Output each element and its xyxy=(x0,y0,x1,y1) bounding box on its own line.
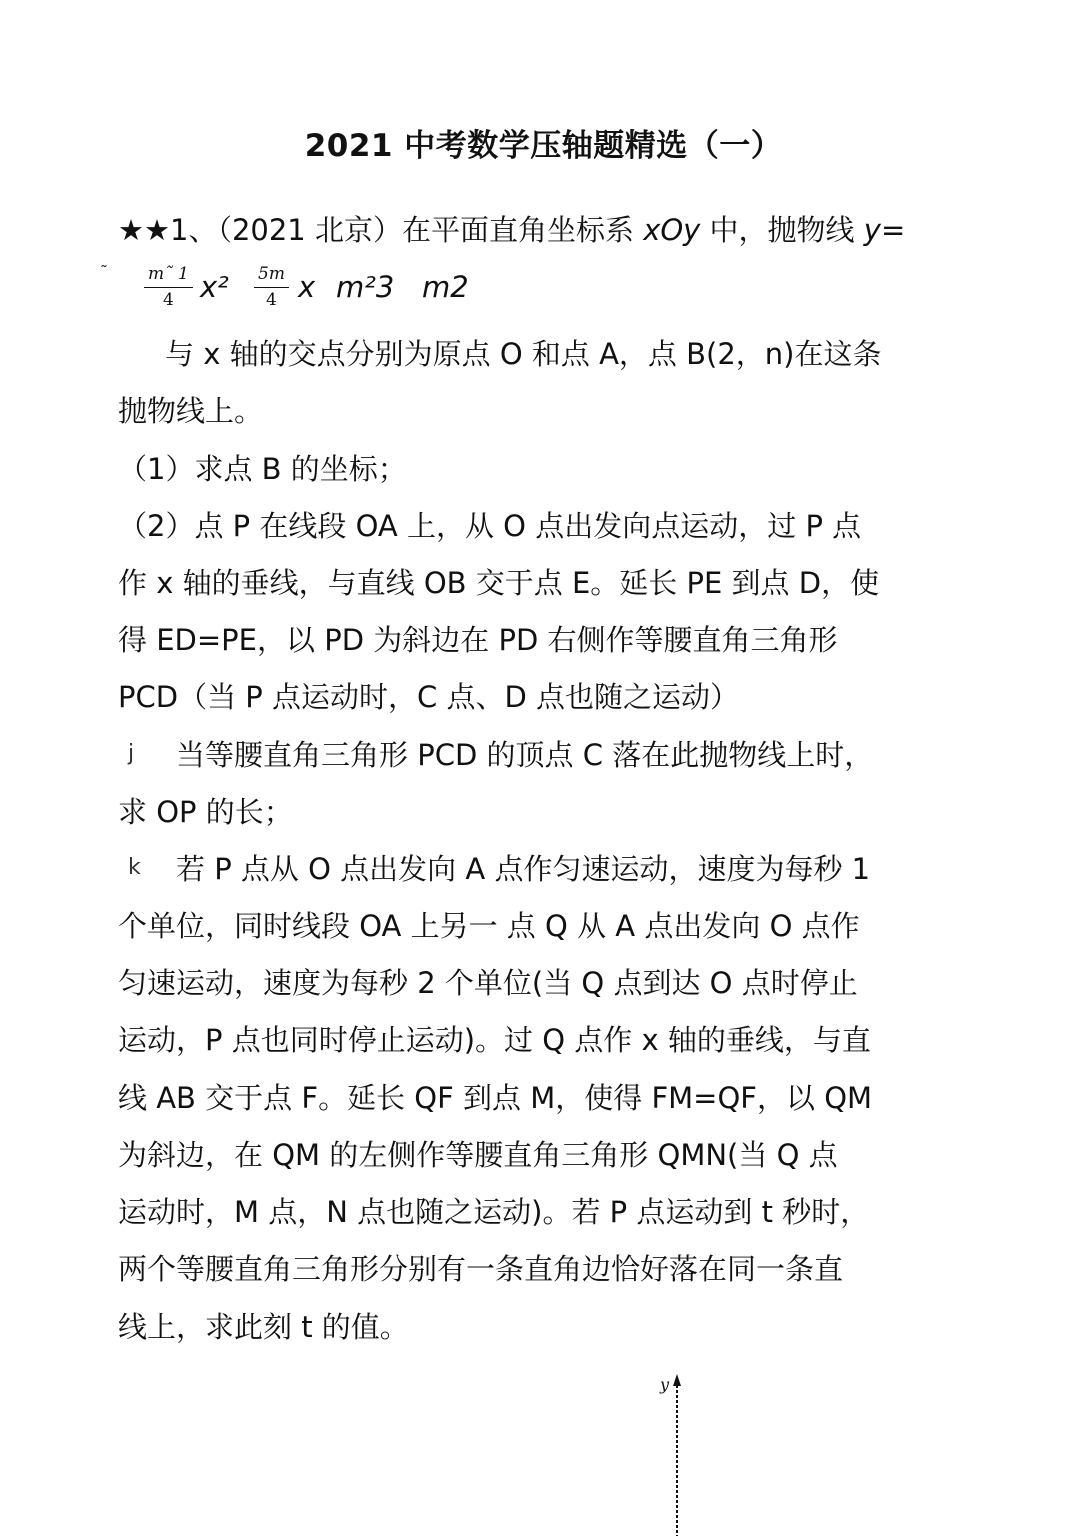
sub-question-i-line-2: 求 OP 的长； xyxy=(118,795,293,829)
fraction-1 xyxy=(144,264,193,310)
coordinate-figure xyxy=(640,1368,720,1536)
question-1: （1）求点 B 的坐标； xyxy=(118,452,407,486)
problem-stem-line-2: 与 x 轴的交点分别为原点 O 和点 A，点 B(2，n)在这条 xyxy=(165,337,882,371)
sub-question-ii-line-8: 两个等腰直角三角形分别有一条直角边恰好落在同一条直 xyxy=(118,1252,844,1286)
sub-question-ii-line-5: 线 AB 交于点 F。延长 QF 到点 M，使得 FM=QF，以 QM xyxy=(118,1081,873,1115)
question-2-line-1: （2）点 P 在线段 OA 上，从 O 点出发向点运动，过 P 点 xyxy=(118,509,862,543)
sub-question-ii-marker: k xyxy=(128,855,141,880)
fraction-1-numerator: m˜ 1 xyxy=(144,264,193,288)
stem-mid: 中，抛物线 xyxy=(700,213,864,247)
coord-system-name: xOy xyxy=(643,213,701,247)
fraction-1-denominator: 4 xyxy=(163,290,174,310)
problem-stem-line-3: 抛物线上。 xyxy=(118,394,264,428)
sub-question-ii-line-6: 为斜边，在 QM 的左侧作等腰直角三角形 QMN(当 Q 点 xyxy=(118,1138,838,1172)
formula-term-m-squared: m²3 xyxy=(336,270,395,304)
sub-question-ii-line-9: 线上，求此刻 t 的值。 xyxy=(118,1310,409,1344)
question-2-line-2: 作 x 轴的垂线，与直线 OB 交于点 E。延长 PE 到点 D，使 xyxy=(118,566,880,600)
question-2-line-3: 得 ED=PE，以 PD 为斜边在 PD 右侧作等腰直角三角形 xyxy=(118,623,838,657)
sub-question-ii-line-4: 运动，P 点也同时停止运动)。过 Q 点作 x 轴的垂线，与直 xyxy=(118,1023,871,1057)
y-axis-arrow-icon xyxy=(673,1374,681,1386)
question-2-line-4: PCD（当 P 点运动时，C 点、D 点也随之运动） xyxy=(118,680,740,714)
sub-question-ii-line-2: 个单位，同时线段 OA 上另一 点 Q 从 A 点出发向 O 点作 xyxy=(118,909,860,943)
parabola-formula xyxy=(96,262,596,322)
sub-question-ii-line-7: 运动时，M 点，N 点也随之运动)。若 P 点运动到 t 秒时， xyxy=(118,1195,870,1229)
formula-tilde: ˜ xyxy=(100,262,108,281)
y-variable: y xyxy=(863,213,881,247)
equals-sign: = xyxy=(880,213,906,247)
stem-prefix: ★★1、（2021 北京）在平面直角坐标系 xyxy=(118,213,644,247)
fraction-2 xyxy=(254,264,289,310)
formula-term-x: x xyxy=(298,270,316,304)
y-axis-label: y xyxy=(660,1375,670,1394)
sub-question-i-line-1: 当等腰直角三角形 PCD 的顶点 C 落在此抛物线上时， xyxy=(176,738,874,772)
sub-question-ii-line-1: 若 P 点从 O 点出发向 A 点作匀速运动，速度为每秒 1 xyxy=(176,852,871,886)
sub-question-i-marker: j xyxy=(128,741,135,766)
fraction-2-numerator: 5m xyxy=(254,264,289,288)
problem-stem-line-1 xyxy=(118,210,905,250)
fraction-2-denominator: 4 xyxy=(266,290,277,310)
formula-term-x-squared: x² xyxy=(200,270,229,304)
formula-term-m: m2 xyxy=(422,270,469,304)
sub-question-ii-line-3: 匀速运动，速度为每秒 2 个单位(当 Q 点到达 O 点时停止 xyxy=(118,966,858,1000)
page-title: 2021 中考数学压轴题精选（一） xyxy=(304,128,783,164)
